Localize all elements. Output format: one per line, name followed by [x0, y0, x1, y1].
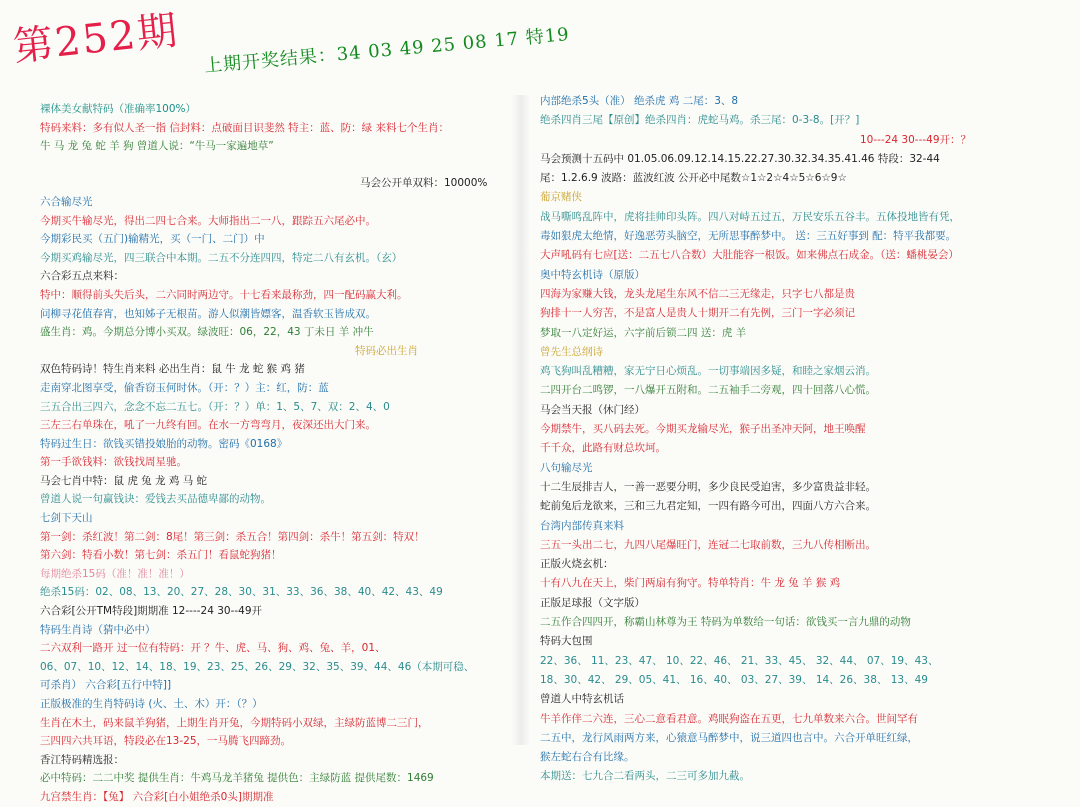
left-text-line: 今期彩民买（五门)输精光，买（一门、二门）中 [40, 233, 265, 246]
left-text-line: 三四四六共耳语，特段必在13-25，一马腾飞四蹄劲。 [40, 735, 292, 748]
right-text-line: 三五一头出二七，九四八尾爆旺门，连冠二七取前数，三九八传相断出。 [540, 538, 876, 551]
right-text-line: 梦取一八定好运，六字前后锁二四 送：虎 羊 [540, 326, 747, 339]
right-text-line: 四海为家赚大钱，龙头龙尾生东风不信二三无缘走，只字七八都是贵 [540, 287, 855, 300]
right-text-line: 奥中特玄机诗（原版） [540, 268, 645, 281]
left-text-line: 生肖在木土，码来鼠羊狗猪，上期生肖开兔，今期特码小双绿，主绿防蓝博二三门， [40, 716, 429, 729]
left-text-line: 三左三右单珠在，吼了一九终有回。在水一方弯弯月，夜深还出大门来。 [40, 419, 376, 432]
right-text-line: 今期禁牛，买八码去死。今期买龙输尽光，猴子出圣冲天阿，地王唤醒 [540, 423, 866, 436]
left-text-line [40, 156, 500, 175]
right-text-line: 内部绝杀5头（准） 绝杀虎 鸡 二尾：3、8 [540, 95, 739, 107]
left-text-line: 六合彩五点来料： [40, 270, 124, 283]
left-text-line: 每期绝杀15码（准！准！准！） [40, 567, 190, 580]
right-text-line: 曾道人中特玄机话 [540, 693, 624, 706]
right-text-line: 千千众，此路有财总坎坷。 [540, 442, 666, 455]
left-text-line: 牛 马 龙 兔 蛇 羊 狗 曾道人说：“牛马一家遍地草” [40, 140, 274, 153]
left-text-line: 可杀肖） 六合彩[五行中特]] [40, 679, 172, 692]
left-text-line: 第六剑：特看小数！第七剑：杀五门！看鼠蛇狗猪！ [40, 549, 282, 562]
right-text-line: 10---24 30---49开：？ [860, 133, 972, 146]
right-text-line: 正版火烧玄机： [540, 558, 614, 571]
right-text-line: 绝杀四肖三尾【原创】绝杀四肖：虎蛇马鸡。杀三尾：0-3-8。[开？] [540, 114, 860, 127]
left-text-line: 特码来料：多有似人圣一指 信封料：点破面目识斐然 特主：蓝、防：绿 来料七个生肖： [40, 121, 450, 134]
left-text-line: 今期买牛输尽光，得出二四七合来。大师指出二一八，跟踪五六尾必中。 [40, 214, 376, 227]
right-text-line: 牛羊作伴二六连，三心二意看君意。鸡眠狗盗在五更，七九单数来六合。世间罕有 [540, 712, 918, 725]
left-text-line: 第一剑：杀红波！第二剑：8尾！第三剑：杀五合！第四剑：杀牛！第五剑：特双！ [40, 530, 425, 543]
left-text-line: 第一手欲钱料：欲钱找周星驰。 [40, 456, 187, 469]
right-text-line: 正版足球报（文字版） [540, 596, 645, 609]
left-text-line: 六合彩[公开TM特段]期期准 12----24 30--49开 [40, 605, 263, 618]
left-text-line: 特码过生日：欲钱买错投娘胎的动物。密码《0168》 [40, 437, 288, 450]
right-text-line: 八句输尽光 [540, 461, 593, 474]
right-text-line: 马会预测十五码中 01.05.06.09.12.14.15.22.27.30.32.34.35.41.46 特段：32-44 [540, 152, 940, 165]
right-text-line: 毒如狠虎太绝情，好逸恶劳头脑空，无所思事醉梦中。 送：三五好事到 配：特平我都要。 [540, 230, 957, 243]
left-text-line: 香江特码精选报： [40, 753, 124, 766]
left-text-line: 必中特码：二二中奖 提供生肖：牛鸡马龙羊猪兔 提供色：主绿防蓝 提供尾数：1469 [40, 772, 434, 785]
right-text-line: 本期送：七九合二看两头，二三可多加九截。 [540, 770, 750, 783]
left-text-line: 马会七肖中特：鼠 虎 兔 龙 鸡 马 蛇 [40, 474, 208, 487]
right-text-line: 葡京赌侠 [540, 191, 582, 204]
left-text-line: 六合输尽光 [40, 195, 93, 208]
issue-number: 第252期 [10, 7, 182, 71]
right-text-line: 二五作合四四开，称霸山林尊为王 特码为单数给一句话：欲钱买一言九鼎的动物 [540, 616, 911, 629]
right-text-line: 鸡飞狗叫乱糟糟，家无宁日心烦乱。一切事端因多疑，和睦之家烟云消。 [540, 365, 876, 378]
right-text-line: 十有八九在天上，柴门两扇有狗守。特单特肖：牛 龙 兔 羊 猴 鸡 [540, 577, 841, 590]
right-text-line: 18、30、42、 29、05、41、 16、40、 03、27、39、 14、26、38、 13、49 [540, 673, 928, 686]
right-text-line: 十二生辰排吉人，一善一恶要分明，多少良民受迫害，多少富贵益非轻。 [540, 480, 876, 493]
left-text-line: 双色特码诗！特生肖来料 必出生肖：鼠 牛 龙 蛇 猴 鸡 猪 [40, 363, 305, 376]
left-text-line: 三五合出三四六，念念不忘二五七。（开：？）单：1、5、7、双：2、4、0 [40, 400, 390, 413]
left-text-line: 正版极准的生肖特码诗 (火、土、木）开：（？） [40, 698, 263, 710]
left-text-line: 九宫禁生肖：【兔】 六合彩[白小姐绝杀0头]期期准 [40, 790, 274, 803]
right-text-line: 马会当天报（休门经） [540, 403, 645, 416]
right-text-line: 22、36、 11、23、47、 10、22、46、 21、33、45、 32、44、 07、19、43、 [540, 654, 939, 667]
right-text-line: 大声吼码有七应[送：二五七八合数）大肚能容一根饭。如来佛点石成金。（送：蟠桃晏会） [540, 249, 959, 262]
left-text-line: 今期买鸡输尽光，四三联合中本期。二五不分连四四，特定二八有玄机。（玄） [40, 251, 403, 264]
right-text-line: 台湾内部传真来料 [540, 519, 624, 532]
left-text-line: 特码必出生肖 [355, 344, 418, 357]
left-text-line: 七剑下天山 [40, 512, 93, 525]
left-column [40, 100, 500, 803]
left-text-line: 走南穿北图享受，偷香窃玉何时休。（开：？）主：红，防：蓝 [40, 381, 329, 394]
left-text-line: 特码生肖诗（猜中必中） [40, 623, 156, 636]
left-text-line: 绝杀15码：02、08、13、20、27、28、30、31、33、36、38、40、42、43、49 [40, 586, 443, 599]
last-draw-result: 上期开奖结果：34 03 49 25 08 17 特19 [203, 24, 571, 77]
left-text-line: 曾道人说一句赢钱诀：爱钱去买品德卑鄙的动物。 [40, 493, 271, 506]
right-text-line: 二四开台二鸣锣，一八爆开五附和。二五袖手二旁观，四十回落八心慌。 [540, 384, 876, 397]
left-text-line: 盛生肖：鸡。今期总分博小买双。绿波旺：06，22，43 丁未日 羊 冲牛 [40, 326, 374, 339]
right-text-line: 猴左蛇右合有比缘。 [540, 751, 635, 764]
right-text-line: 特码大包围 [540, 635, 593, 648]
right-text-line: 狗排十一人穷苦，不是富人是贵人十期开二有先例，三门一字必须记 [540, 307, 855, 320]
left-text-line: 特中：顺得前头失后头，二六同时两边守。十七看来最称劲，四一配码赢大利。 [40, 288, 408, 301]
right-column [540, 92, 1000, 783]
left-text-line: 裸体美女献特码（准确率100%） [40, 103, 197, 115]
right-text-line: 战马嘶鸣乱阵中，虎将挂帅印头阵。四八对峙五过五，万民安乐五谷丰。五体投地皆有凭， [540, 210, 960, 223]
left-text-line: 06、07、10、12、14、18、19、23、25、26、29、32、35、39、44、46（本期可稳、 [40, 660, 475, 673]
left-text-line: 马会公开单双料：10000% [360, 177, 488, 190]
left-text-line: 二六双利一路开 过一位有特码：开 ？牛、虎、马、狗、鸡、兔、羊，01、 [40, 642, 386, 655]
left-text-line: 问柳寻花值春宵，也知姊子无根苗。游人似潮皆嫖客，温香软玉皆成双。 [40, 307, 376, 320]
right-text-line: 尾：1.2.6.9 波路：蓝波红波 公开必中尾数☆1☆2☆4☆5☆6☆9☆ [540, 172, 847, 185]
right-text-line: 曾先生总纲诗 [540, 345, 603, 358]
page-fold [512, 95, 530, 745]
right-text-line: 蛇前兔后龙欲来，三和三九君定知，一四有路今可出，四面八方六合来。 [540, 500, 876, 513]
right-text-line: 二五中，龙行风雨两方来，心猿意马醉梦中，说三道四也言中。六合开单旺红绿， [540, 731, 918, 744]
